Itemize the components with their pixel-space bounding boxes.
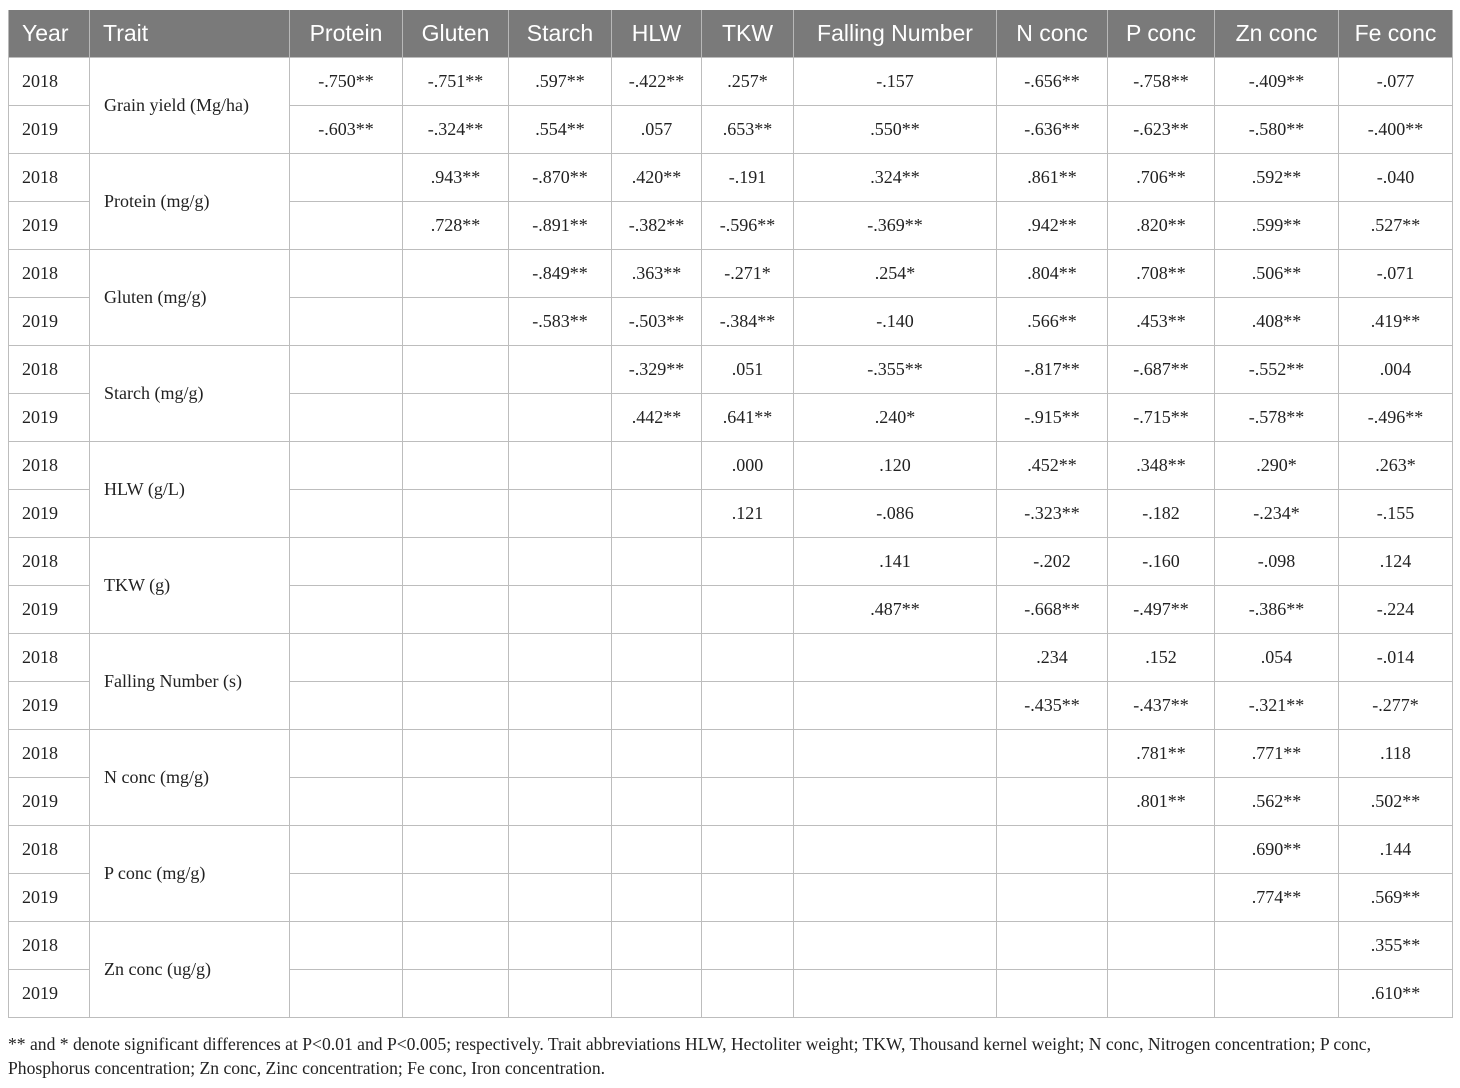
table-row xyxy=(9,442,1453,490)
correlation-cell: .592** xyxy=(1215,154,1339,202)
correlation-cell xyxy=(702,826,794,874)
correlation-cell xyxy=(290,730,403,778)
correlation-cell: .121 xyxy=(702,490,794,538)
correlation-cell: .004 xyxy=(1339,346,1453,394)
correlation-cell: .527** xyxy=(1339,202,1453,250)
correlation-cell xyxy=(509,826,612,874)
correlation-cell xyxy=(290,778,403,826)
correlation-cell xyxy=(403,778,509,826)
correlation-cell xyxy=(997,730,1108,778)
column-header: Zn conc xyxy=(1215,10,1339,58)
correlation-cell xyxy=(997,970,1108,1018)
correlation-cell xyxy=(290,586,403,634)
correlation-cell: .708** xyxy=(1108,250,1215,298)
correlation-cell: .144 xyxy=(1339,826,1453,874)
correlation-cell xyxy=(794,730,997,778)
year-cell: 2019 xyxy=(9,586,90,634)
correlation-cell xyxy=(290,298,403,346)
correlation-cell: .408** xyxy=(1215,298,1339,346)
correlation-cell xyxy=(509,490,612,538)
correlation-cell xyxy=(1215,922,1339,970)
correlation-cell: -.155 xyxy=(1339,490,1453,538)
year-cell: 2018 xyxy=(9,730,90,778)
correlation-cell: .234 xyxy=(997,634,1108,682)
correlation-cell: -.182 xyxy=(1108,490,1215,538)
correlation-cell xyxy=(794,922,997,970)
table-row xyxy=(9,730,1453,778)
correlation-cell xyxy=(794,634,997,682)
correlation-cell: -.750** xyxy=(290,58,403,106)
correlation-cell: -.656** xyxy=(997,58,1108,106)
column-header: N conc xyxy=(997,10,1108,58)
correlation-cell: -.435** xyxy=(997,682,1108,730)
correlation-cell: -.191 xyxy=(702,154,794,202)
trait-cell: Falling Number (s) xyxy=(90,634,290,730)
correlation-cell: -.369** xyxy=(794,202,997,250)
correlation-cell: .257* xyxy=(702,58,794,106)
correlation-cell: -.224 xyxy=(1339,586,1453,634)
table-row xyxy=(9,154,1453,202)
correlation-cell: -.891** xyxy=(509,202,612,250)
correlation-cell: -.323** xyxy=(997,490,1108,538)
trait-cell: TKW (g) xyxy=(90,538,290,634)
correlation-cell xyxy=(290,442,403,490)
correlation-cell xyxy=(290,874,403,922)
correlation-cell xyxy=(794,778,997,826)
correlation-cell xyxy=(612,970,702,1018)
correlation-cell xyxy=(403,250,509,298)
correlation-cell: -.271* xyxy=(702,250,794,298)
correlation-cell: -.157 xyxy=(794,58,997,106)
correlation-cell: -.603** xyxy=(290,106,403,154)
correlation-cell xyxy=(403,634,509,682)
correlation-cell: -.321** xyxy=(1215,682,1339,730)
trait-cell: P conc (mg/g) xyxy=(90,826,290,922)
correlation-cell xyxy=(403,298,509,346)
correlation-cell xyxy=(290,346,403,394)
correlation-cell: -.583** xyxy=(509,298,612,346)
year-cell: 2019 xyxy=(9,682,90,730)
correlation-cell: -.098 xyxy=(1215,538,1339,586)
correlation-cell xyxy=(290,922,403,970)
correlation-cell: .442** xyxy=(612,394,702,442)
correlation-cell: -.596** xyxy=(702,202,794,250)
year-cell: 2018 xyxy=(9,346,90,394)
correlation-cell: .506** xyxy=(1215,250,1339,298)
table-footnote: ** and * denote significant differences at P<0.01 and P<0.005; respectively. Trait abbreviations HLW, Hectoliter weight; TKW, Thousand kernel weight; N conc, Nitrogen concentration; P conc, Phosphorus concentration; Zn conc, Zinc concentration; Fe conc, Iron concentration. xyxy=(8,1034,1372,1078)
correlation-cell: .419** xyxy=(1339,298,1453,346)
correlation-cell xyxy=(403,586,509,634)
correlation-cell xyxy=(290,154,403,202)
correlation-cell: .781** xyxy=(1108,730,1215,778)
correlation-cell: -.687** xyxy=(1108,346,1215,394)
year-cell: 2018 xyxy=(9,634,90,682)
year-cell: 2018 xyxy=(9,826,90,874)
correlation-cell xyxy=(702,682,794,730)
correlation-cell: .051 xyxy=(702,346,794,394)
correlation-cell xyxy=(702,538,794,586)
correlation-cell: .774** xyxy=(1215,874,1339,922)
column-header: HLW xyxy=(612,10,702,58)
year-cell: 2019 xyxy=(9,778,90,826)
correlation-cell: .141 xyxy=(794,538,997,586)
correlation-cell: .562** xyxy=(1215,778,1339,826)
correlation-cell: .801** xyxy=(1108,778,1215,826)
correlation-cell: -.329** xyxy=(612,346,702,394)
correlation-cell xyxy=(509,730,612,778)
trait-cell: Zn conc (ug/g) xyxy=(90,922,290,1018)
column-header: Year xyxy=(9,10,90,58)
correlation-cell: -.014 xyxy=(1339,634,1453,682)
correlation-cell xyxy=(403,346,509,394)
correlation-cell xyxy=(509,922,612,970)
correlation-table-container xyxy=(8,10,1452,1018)
correlation-cell xyxy=(997,874,1108,922)
correlation-cell xyxy=(612,586,702,634)
correlation-cell xyxy=(702,586,794,634)
correlation-cell: -.384** xyxy=(702,298,794,346)
correlation-cell: .550** xyxy=(794,106,997,154)
column-header: TKW xyxy=(702,10,794,58)
year-cell: 2019 xyxy=(9,874,90,922)
correlation-cell xyxy=(403,826,509,874)
trait-cell: N conc (mg/g) xyxy=(90,730,290,826)
correlation-cell: .152 xyxy=(1108,634,1215,682)
correlation-cell: .355** xyxy=(1339,922,1453,970)
correlation-cell xyxy=(702,970,794,1018)
correlation-cell: .943** xyxy=(403,154,509,202)
correlation-cell: -.160 xyxy=(1108,538,1215,586)
correlation-cell: -.077 xyxy=(1339,58,1453,106)
correlation-cell: -.277* xyxy=(1339,682,1453,730)
correlation-cell: .771** xyxy=(1215,730,1339,778)
correlation-cell xyxy=(612,778,702,826)
column-header: P conc xyxy=(1108,10,1215,58)
year-cell: 2018 xyxy=(9,442,90,490)
correlation-cell xyxy=(509,634,612,682)
correlation-cell xyxy=(403,922,509,970)
correlation-cell xyxy=(509,442,612,490)
correlation-cell xyxy=(612,490,702,538)
column-header: Falling Number xyxy=(794,10,997,58)
correlation-cell xyxy=(702,874,794,922)
correlation-cell: -.715** xyxy=(1108,394,1215,442)
table-row xyxy=(9,538,1453,586)
correlation-cell xyxy=(612,682,702,730)
correlation-cell xyxy=(290,538,403,586)
correlation-cell xyxy=(1108,826,1215,874)
correlation-cell: -.503** xyxy=(612,298,702,346)
correlation-cell: .728** xyxy=(403,202,509,250)
correlation-cell: .820** xyxy=(1108,202,1215,250)
correlation-cell xyxy=(702,634,794,682)
correlation-cell xyxy=(403,490,509,538)
correlation-cell xyxy=(509,682,612,730)
correlation-cell: -.758** xyxy=(1108,58,1215,106)
correlation-cell: -.409** xyxy=(1215,58,1339,106)
trait-cell: Starch (mg/g) xyxy=(90,346,290,442)
correlation-cell xyxy=(290,970,403,1018)
year-cell: 2019 xyxy=(9,298,90,346)
correlation-cell: .569** xyxy=(1339,874,1453,922)
correlation-cell: .599** xyxy=(1215,202,1339,250)
correlation-cell xyxy=(403,538,509,586)
correlation-cell: -.202 xyxy=(997,538,1108,586)
correlation-cell: -.040 xyxy=(1339,154,1453,202)
correlation-cell xyxy=(997,922,1108,970)
correlation-cell: -.668** xyxy=(997,586,1108,634)
correlation-cell: .263* xyxy=(1339,442,1453,490)
correlation-cell: .597** xyxy=(509,58,612,106)
correlation-cell xyxy=(403,682,509,730)
correlation-cell xyxy=(509,874,612,922)
trait-cell: HLW (g/L) xyxy=(90,442,290,538)
correlation-cell xyxy=(794,826,997,874)
correlation-cell: -.636** xyxy=(997,106,1108,154)
correlation-cell xyxy=(997,826,1108,874)
correlation-cell xyxy=(702,730,794,778)
correlation-cell xyxy=(403,874,509,922)
correlation-cell: -.817** xyxy=(997,346,1108,394)
correlation-cell: .487** xyxy=(794,586,997,634)
correlation-cell: .452** xyxy=(997,442,1108,490)
correlation-cell xyxy=(1215,970,1339,1018)
correlation-cell xyxy=(612,922,702,970)
correlation-cell: .124 xyxy=(1339,538,1453,586)
table-body xyxy=(9,58,1453,1018)
correlation-cell xyxy=(794,682,997,730)
correlation-cell: -.437** xyxy=(1108,682,1215,730)
correlation-cell: .057 xyxy=(612,106,702,154)
correlation-cell: -.578** xyxy=(1215,394,1339,442)
correlation-cell: .254* xyxy=(794,250,997,298)
correlation-cell: -.086 xyxy=(794,490,997,538)
correlation-cell xyxy=(403,970,509,1018)
table-header xyxy=(9,10,1453,58)
correlation-cell: .453** xyxy=(1108,298,1215,346)
column-header: Gluten xyxy=(403,10,509,58)
table-row xyxy=(9,250,1453,298)
correlation-cell: .240* xyxy=(794,394,997,442)
column-header: Protein xyxy=(290,10,403,58)
correlation-cell xyxy=(290,250,403,298)
correlation-cell: -.422** xyxy=(612,58,702,106)
correlation-cell: .690** xyxy=(1215,826,1339,874)
correlation-cell: .942** xyxy=(997,202,1108,250)
correlation-cell xyxy=(509,778,612,826)
year-cell: 2019 xyxy=(9,202,90,250)
trait-cell: Protein (mg/g) xyxy=(90,154,290,250)
table-row xyxy=(9,58,1453,106)
year-cell: 2018 xyxy=(9,538,90,586)
correlation-cell xyxy=(509,394,612,442)
correlation-cell: .290* xyxy=(1215,442,1339,490)
correlation-cell: -.870** xyxy=(509,154,612,202)
correlation-cell: .804** xyxy=(997,250,1108,298)
correlation-cell: .348** xyxy=(1108,442,1215,490)
table-row xyxy=(9,826,1453,874)
table-row xyxy=(9,634,1453,682)
column-header: Trait xyxy=(90,10,290,58)
year-cell: 2019 xyxy=(9,106,90,154)
correlation-cell xyxy=(794,874,997,922)
correlation-cell xyxy=(1108,874,1215,922)
correlation-cell xyxy=(290,490,403,538)
correlation-cell: .706** xyxy=(1108,154,1215,202)
table-row xyxy=(9,922,1453,970)
correlation-cell: -.234* xyxy=(1215,490,1339,538)
correlation-cell: -.071 xyxy=(1339,250,1453,298)
correlation-cell: .554** xyxy=(509,106,612,154)
correlation-table xyxy=(8,10,1453,1018)
correlation-cell: .566** xyxy=(997,298,1108,346)
year-cell: 2018 xyxy=(9,922,90,970)
correlation-cell xyxy=(290,826,403,874)
correlation-cell xyxy=(702,778,794,826)
correlation-cell: -.140 xyxy=(794,298,997,346)
correlation-cell: .610** xyxy=(1339,970,1453,1018)
correlation-cell: -.497** xyxy=(1108,586,1215,634)
correlation-cell: .363** xyxy=(612,250,702,298)
correlation-cell xyxy=(509,586,612,634)
correlation-cell xyxy=(290,634,403,682)
correlation-cell: -.915** xyxy=(997,394,1108,442)
table-row xyxy=(9,346,1453,394)
correlation-cell xyxy=(702,922,794,970)
correlation-cell xyxy=(612,826,702,874)
correlation-cell xyxy=(794,970,997,1018)
correlation-cell: -.324** xyxy=(403,106,509,154)
correlation-cell xyxy=(403,442,509,490)
correlation-cell: .420** xyxy=(612,154,702,202)
trait-cell: Grain yield (Mg/ha) xyxy=(90,58,290,154)
correlation-cell xyxy=(403,730,509,778)
column-header: Starch xyxy=(509,10,612,58)
correlation-cell: .000 xyxy=(702,442,794,490)
correlation-cell xyxy=(509,346,612,394)
correlation-cell xyxy=(290,394,403,442)
correlation-cell: .641** xyxy=(702,394,794,442)
correlation-cell: .502** xyxy=(1339,778,1453,826)
correlation-cell xyxy=(403,394,509,442)
correlation-cell: -.580** xyxy=(1215,106,1339,154)
correlation-cell: -.623** xyxy=(1108,106,1215,154)
year-cell: 2018 xyxy=(9,58,90,106)
year-cell: 2019 xyxy=(9,394,90,442)
correlation-cell: -.400** xyxy=(1339,106,1453,154)
correlation-cell xyxy=(1108,970,1215,1018)
correlation-cell xyxy=(1108,922,1215,970)
correlation-cell xyxy=(612,442,702,490)
correlation-cell xyxy=(290,682,403,730)
correlation-cell: -.552** xyxy=(1215,346,1339,394)
correlation-cell xyxy=(997,778,1108,826)
correlation-cell: .861** xyxy=(997,154,1108,202)
year-cell: 2019 xyxy=(9,490,90,538)
correlation-cell: -.386** xyxy=(1215,586,1339,634)
year-cell: 2019 xyxy=(9,970,90,1018)
correlation-cell: .054 xyxy=(1215,634,1339,682)
correlation-cell: -.751** xyxy=(403,58,509,106)
correlation-cell: .118 xyxy=(1339,730,1453,778)
correlation-cell: .653** xyxy=(702,106,794,154)
correlation-cell: -.849** xyxy=(509,250,612,298)
correlation-cell: -.355** xyxy=(794,346,997,394)
correlation-cell xyxy=(509,970,612,1018)
year-cell: 2018 xyxy=(9,250,90,298)
column-header: Fe conc xyxy=(1339,10,1453,58)
header-row xyxy=(9,10,1453,58)
correlation-cell: .120 xyxy=(794,442,997,490)
correlation-cell xyxy=(612,874,702,922)
correlation-cell xyxy=(290,202,403,250)
correlation-cell xyxy=(509,538,612,586)
correlation-cell: -.382** xyxy=(612,202,702,250)
trait-cell: Gluten (mg/g) xyxy=(90,250,290,346)
correlation-cell: -.496** xyxy=(1339,394,1453,442)
correlation-cell xyxy=(612,634,702,682)
correlation-cell xyxy=(612,538,702,586)
year-cell: 2018 xyxy=(9,154,90,202)
correlation-cell: .324** xyxy=(794,154,997,202)
correlation-cell xyxy=(612,730,702,778)
